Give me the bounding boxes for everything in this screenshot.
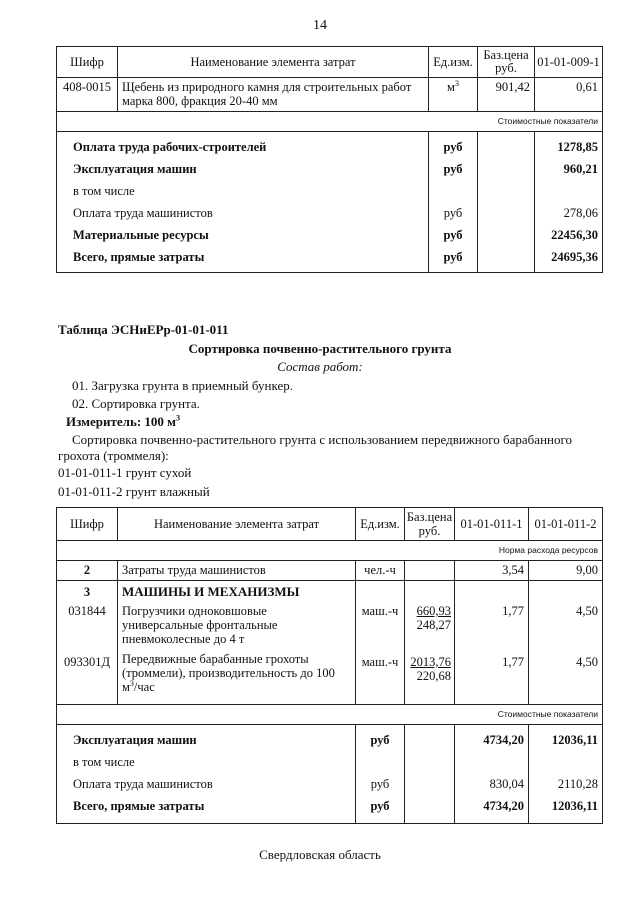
summary-name: Всего, прямые затраты	[73, 250, 205, 264]
machine-code: 093301Д	[63, 655, 111, 669]
work-item: 02. Сортировка грунта.	[72, 396, 200, 411]
header-unit: Ед.изм.	[429, 47, 478, 78]
machine-v2: 4,50	[576, 604, 598, 618]
machine-name: Передвижные барабанные грохоты	[122, 652, 309, 666]
labor-v2: 9,00	[529, 561, 603, 581]
summary-value: 24695,36	[551, 250, 598, 264]
summary-name: в том числе	[73, 184, 135, 198]
machine-unit: маш.-ч	[361, 604, 399, 618]
composition-label: Состав работ:	[277, 359, 363, 374]
row-unit: $м^3$	[429, 78, 478, 112]
machine-name: Погрузчики одноковшовые	[122, 604, 267, 618]
summary-unit: руб	[370, 799, 390, 813]
description-line: грохота (троммеля):	[58, 448, 169, 463]
summary-value: 1278,85	[557, 140, 598, 154]
summary-name: Оплата труда машинистов	[73, 206, 213, 220]
machine-name: универсальные фронтальные	[122, 618, 278, 632]
norm-label: Норма расхода ресурсов	[118, 541, 603, 561]
summary-value: 278,06	[563, 206, 598, 220]
machine-price-top: 660,93	[416, 604, 451, 618]
machine-name: пневмоколесные до 4 т	[122, 632, 245, 646]
labor-name: Затраты труда машинистов	[118, 561, 356, 581]
group-code: 3	[83, 585, 91, 599]
machine-price-bottom: 220,68	[416, 669, 451, 683]
machine-price-top: 2013,76	[410, 655, 451, 669]
summary-v1: 4734,20	[483, 733, 524, 747]
row-name: Щебень из природного камня для строительных работ марка 800, фракция 20-40 мм	[118, 78, 429, 112]
summary-v1: 830,04	[489, 777, 524, 791]
summary-name: Эксплуатация машин	[73, 733, 197, 747]
summary-value: 22456,30	[551, 228, 598, 242]
group-name: МАШИНЫ И МЕХАНИЗМЫ	[122, 584, 300, 599]
summary-v1: 4734,20	[483, 799, 524, 813]
section-title: Сортировка почвенно-растительного грунта	[188, 341, 452, 356]
summary-name: Эксплуатация машин	[73, 162, 197, 176]
header-name: Наименование элемента затрат	[118, 508, 356, 541]
summary-unit: руб	[443, 140, 463, 154]
variant-item: 01-01-011-1 грунт сухой	[58, 465, 192, 480]
work-item: 01. Загрузка грунта в приемный бункер.	[72, 378, 293, 393]
cost-table-2	[56, 507, 603, 824]
machine-v1: 1,77	[502, 655, 524, 669]
cost-table-1	[56, 46, 603, 273]
header-col: 01-01-009-1	[535, 47, 603, 78]
summary-unit: руб	[443, 228, 463, 242]
summary-v2: 2110,28	[557, 777, 598, 791]
header-code: Шифр	[57, 508, 118, 541]
section-label: Стоимостные показатели	[118, 705, 603, 725]
header-name: Наименование элемента затрат	[118, 47, 429, 78]
machine-v1: 1,77	[502, 604, 524, 618]
summary-unit: руб	[443, 250, 463, 264]
summary-unit: руб	[370, 733, 390, 747]
machine-price-bottom: 248,27	[416, 618, 451, 632]
summary-v2: 12036,11	[551, 799, 598, 813]
summary-v2: 12036,11	[551, 733, 598, 747]
labor-code: 2	[57, 561, 118, 581]
summary-unit: руб	[370, 777, 390, 791]
summary-value: 960,21	[563, 162, 598, 176]
machine-name: $м^3$/час	[122, 678, 155, 694]
header-price: Баз.цена руб.	[405, 508, 455, 541]
header-price: Баз.цена руб.	[478, 47, 535, 78]
row-code: 408-0015	[57, 78, 118, 112]
page-number: 14	[313, 18, 327, 33]
machine-v2: 4,50	[576, 655, 598, 669]
summary-name: Оплата труда рабочих-строителей	[73, 140, 267, 154]
table-label: Таблица ЭСНиЕРр-01-01-011	[58, 322, 229, 337]
summary-unit: руб	[443, 162, 463, 176]
labor-v1: 3,54	[455, 561, 529, 581]
row-value: 0,61	[535, 78, 603, 112]
row-price: 901,42	[478, 78, 535, 112]
summary-unit: руб	[443, 206, 463, 220]
summary-name: Материальные ресурсы	[73, 228, 209, 242]
summary-name: Оплата труда машинистов	[73, 777, 213, 791]
header-col2: 01-01-011-2	[529, 508, 603, 541]
machine-unit: маш.-ч	[361, 655, 399, 669]
description-line: Сортировка почвенно-растительного грунта с использованием передвижного барабанного	[72, 432, 572, 447]
summary-name: Всего, прямые затраты	[73, 799, 205, 813]
footer-region: Свердловская область	[259, 847, 381, 862]
meter-label: Измеритель: 100 $м^3$	[66, 413, 181, 429]
summary-name: в том числе	[73, 755, 135, 769]
header-col1: 01-01-011-1	[455, 508, 529, 541]
machine-name: (троммели), производительность до 100	[122, 666, 335, 680]
header-code: Шифр	[57, 47, 118, 78]
labor-unit: чел.-ч	[356, 561, 405, 581]
section-label: Стоимостные показатели	[118, 112, 603, 132]
header-unit: Ед.изм.	[356, 508, 405, 541]
variant-item: 01-01-011-2 грунт влажный	[58, 484, 210, 499]
machine-code: 031844	[68, 604, 106, 618]
